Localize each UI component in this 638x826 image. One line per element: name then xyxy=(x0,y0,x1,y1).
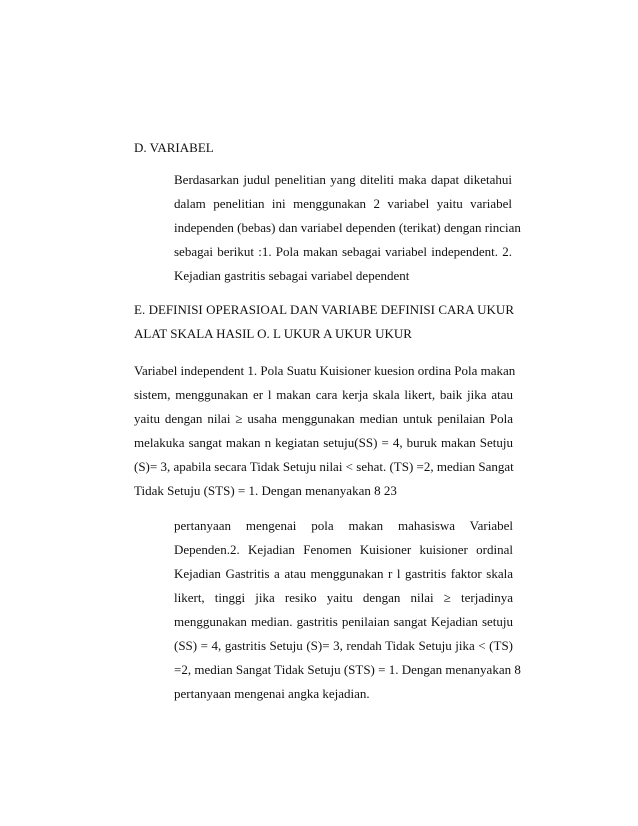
section-e-paragraph-line: Variabel independent 1. Pola Suatu Kuisioner kuesion ordina Pola makan xyxy=(134,363,516,378)
indented-paragraph-line: Dependen.2. Kejadian Fenomen Kuisioner kuisioner ordinal xyxy=(174,542,513,557)
indented-paragraph-line: likert, tinggi jika resiko yaitu dengan nilai ≥ terjadinya xyxy=(174,590,513,605)
section-e-paragraph-line: Tidak Setuju (STS) = 1. Dengan menanyakan 8 23 xyxy=(134,483,397,498)
section-d-line: sebagai berikut :1. Pola makan sebagai variabel independent. 2. xyxy=(174,244,512,259)
section-d-line: independen (bebas) dan variabel dependen (terikat) dengan rincian xyxy=(174,220,521,235)
indented-paragraph-line: pertanyaan mengenai angka kejadian. xyxy=(174,686,370,701)
section-e-heading: ALAT SKALA HASIL O. L UKUR A UKUR UKUR xyxy=(134,326,412,341)
section-d-line: Kejadian gastritis sebagai variabel dependent xyxy=(174,268,410,283)
section-e-paragraph-line: sistem, menggunakan er l makan cara kerja skala likert, baik jika atau xyxy=(134,387,513,402)
section-e-paragraph-line: melakuka sangat makan n kegiatan setuju(SS) = 4, buruk makan Setuju xyxy=(134,435,513,450)
section-d-heading: D. VARIABEL xyxy=(134,140,214,155)
section-e-paragraph-line: (S)= 3, apabila secara Tidak Setuju nilai < sehat. (TS) =2, median Sangat xyxy=(134,459,514,474)
section-e-heading: E. DEFINISI OPERASIOAL DAN VARIABE DEFINISI CARA UKUR xyxy=(134,302,514,317)
indented-paragraph-line: (SS) = 4, gastritis Setuju (S)= 3, rendah Tidak Setuju jika < (TS) xyxy=(174,638,513,653)
section-d-line: Berdasarkan judul penelitian yang diteliti maka dapat diketahui xyxy=(174,172,512,187)
indented-paragraph-line: pertanyaan mengenai pola makan mahasiswa Variabel xyxy=(174,518,513,533)
section-d-line: dalam penelitian ini menggunakan 2 variabel yaitu variabel xyxy=(174,196,512,211)
indented-paragraph-line: menggunakan median. gastritis penilaian sangat Kejadian setuju xyxy=(174,614,513,629)
indented-paragraph-line: Kejadian Gastritis a atau menggunakan r l gastritis faktor skala xyxy=(174,566,513,581)
section-e-paragraph-line: yaitu dengan nilai ≥ usaha menggunakan median untuk penilaian Pola xyxy=(134,411,513,426)
indented-paragraph-line: =2, median Sangat Tidak Setuju (STS) = 1. Dengan menanyakan 8 xyxy=(174,662,521,677)
